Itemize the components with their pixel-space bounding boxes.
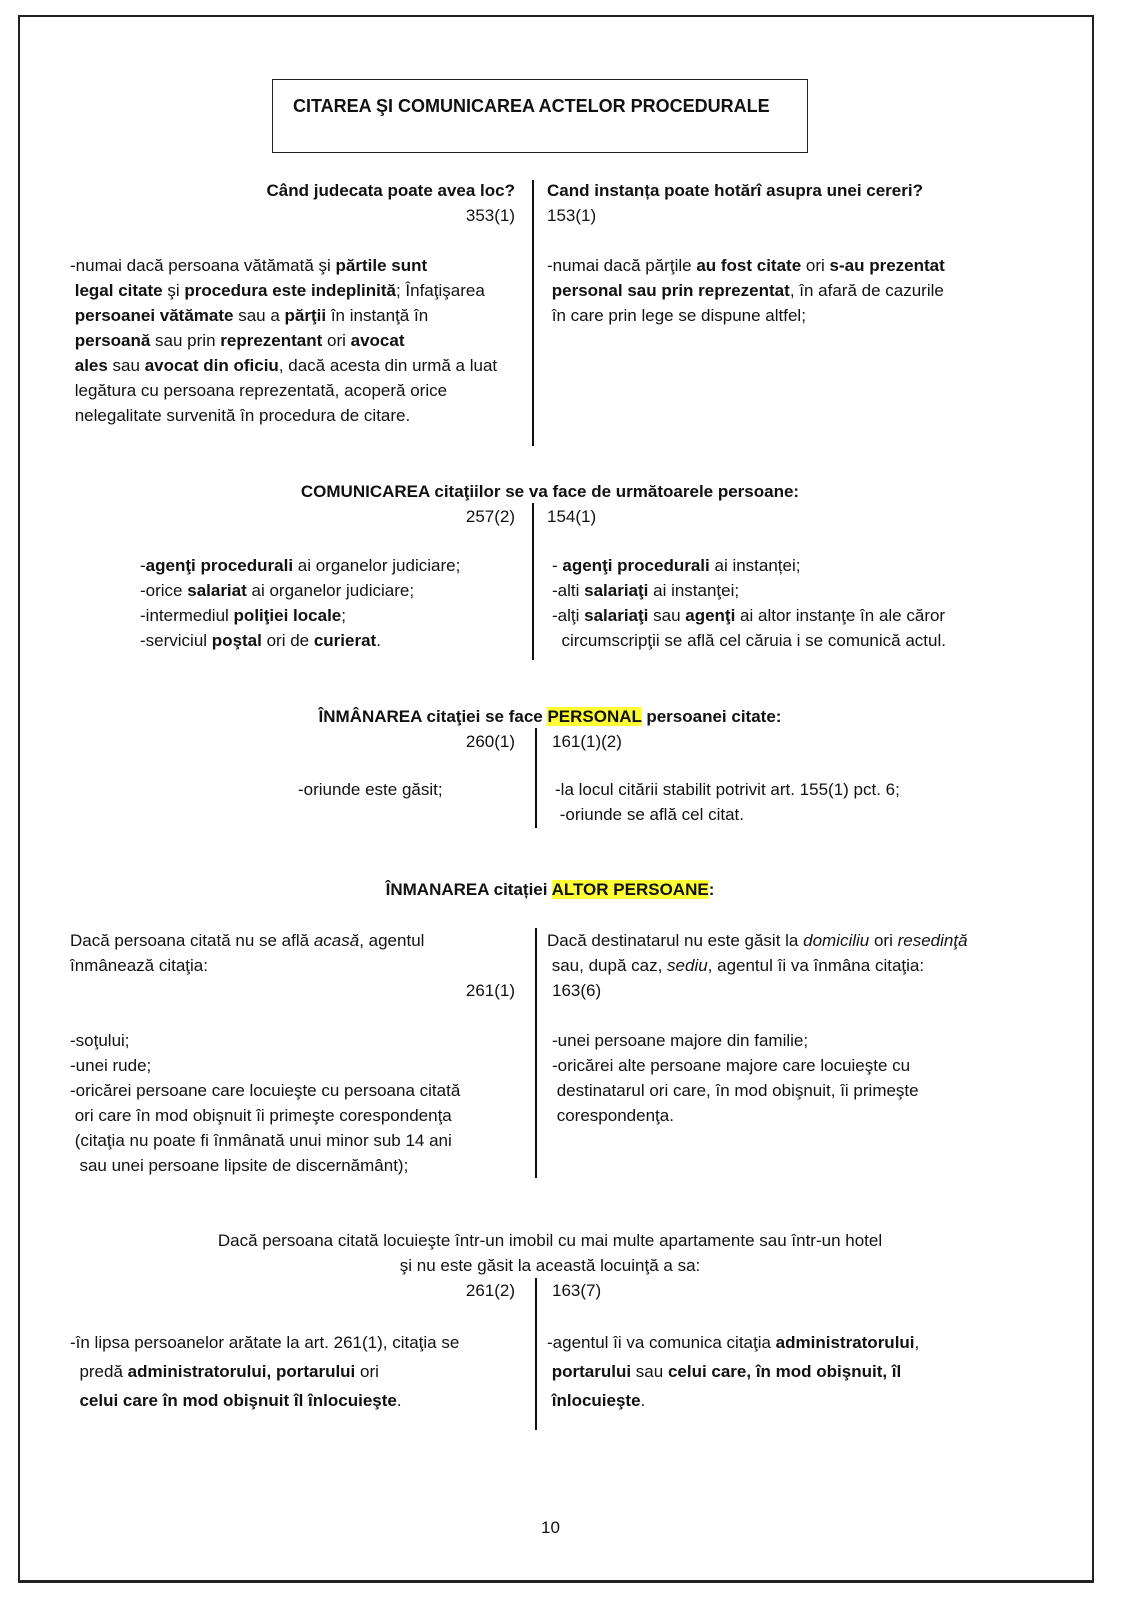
text-line: Dacă destinatarul nu este găsit la domiciliu ori resedinţă (547, 931, 968, 950)
text-line: -unei persoane majore din familie; (552, 1031, 809, 1050)
s4-divider (535, 928, 537, 1178)
s2-right-text (552, 553, 946, 653)
text-line: (citaţia nu poate fi înmânată unui minor sub 14 ani (70, 1131, 452, 1150)
s5-right-article: 163(7) (552, 1281, 602, 1300)
text-line: -serviciul poştal ori de curierat. (140, 631, 381, 650)
text-line: înlocuieşte. (551, 1391, 646, 1410)
s5-heading-line1: Dacă persoana citată locuieşte într-un imobil cu mai multe apartamente sau într-un hotel (217, 1231, 883, 1250)
page-number: 10 (541, 1518, 560, 1537)
title-box (272, 79, 808, 153)
text-line: ales sau avocat din oficiu, dacă acesta din urmă a luat (74, 356, 498, 375)
s5-left-article: 261(2) (465, 1281, 515, 1300)
s3-heading: ÎNMÂNAREA citaţiei se face PERSONAL persoanei citate: (318, 707, 782, 726)
s3-divider (535, 728, 537, 828)
text-line: -agentul îi va comunica citaţia administratorului, (547, 1333, 920, 1352)
text-line: destinatarul ori care, în mod obişnuit, îi primeşte (552, 1081, 919, 1100)
text-line: în care prin lege se dispune altfel; (547, 306, 806, 325)
text-line: -alti salariaţi ai instanţei; (552, 581, 740, 600)
s5-right-text (547, 1328, 919, 1415)
s4-right-text (552, 1028, 919, 1128)
text-line: -oricărei persoane care locuieşte cu persoana citată (70, 1081, 461, 1100)
s1-left-heading: Când judecata poate avea loc? (266, 181, 515, 200)
s2-left-text (140, 553, 460, 653)
text-line: ori care în mod obişnuit îi primeşte corespondenţa (70, 1106, 452, 1125)
text-line: sau, după caz, sediu, agentul îi va înmâna citaţia: (547, 956, 925, 975)
s4-right-intro (547, 928, 968, 978)
text-line: -oricărei alte persoane majore care locuieşte cu (552, 1056, 911, 1075)
text-line: -în lipsa persoanelor arătate la art. 261(1), citaţia se (70, 1333, 460, 1352)
s1-left-text (70, 253, 497, 428)
text-line: nelegalitate survenită în procedura de citare. (70, 406, 411, 425)
text-line: -oriunde se află cel citat. (555, 805, 744, 824)
text-line: legătura cu persoana reprezentată, acoperă orice (70, 381, 448, 400)
text-line: - agenţi procedurali ai instanței; (552, 556, 801, 575)
text-line: sau unei persoane lipsite de discernământ); (70, 1156, 409, 1175)
text-line: celui care în mod obişnuit îl înlocuieşte. (79, 1391, 402, 1410)
highlight-personal: PERSONAL (547, 707, 642, 726)
s4-right-article: 163(6) (552, 981, 602, 1000)
text-line: persoanei vătămate sau a părţii în instanţă în (74, 306, 429, 325)
text-line: portarului sau celui care, în mod obişnuit, îl (551, 1362, 902, 1381)
s2-right-article: 154(1) (547, 507, 597, 526)
s1-right-heading: Cand instanța poate hotărî asupra unei cereri? (547, 181, 923, 200)
s1-left-article: 353(1) (465, 206, 515, 225)
s4-left-intro (70, 928, 424, 978)
text-line: corespondenţa. (552, 1106, 674, 1125)
s1-right-text (547, 253, 945, 328)
text-line: -numai dacă părţile au fost citate ori s-au prezentat (547, 256, 945, 275)
s5-left-text (70, 1328, 459, 1415)
s1-right-article: 153(1) (547, 206, 597, 225)
text-line: -intermediul poliţiei locale; (140, 606, 346, 625)
text-line: personal sau prin reprezentat, în afară de cazurile (551, 281, 944, 300)
s3-left-article: 260(1) (465, 732, 515, 751)
text-line: predă administratorului, portarului ori (70, 1362, 379, 1381)
s5-divider (535, 1278, 537, 1430)
text-line: -alţi salariaţi sau agenţi ai altor instanţe în ale căror (552, 606, 946, 625)
text-line: -la locul citării stabilit potrivit art. 155(1) pct. 6; (555, 780, 900, 799)
page-title: CITAREA ŞI COMUNICAREA ACTELOR PROCEDURALE (293, 96, 770, 116)
text-line: -oriunde este găsit; (298, 780, 443, 799)
s2-heading: COMUNICAREA citaţiilor se va face de următoarele persoane: (300, 482, 800, 501)
s2-divider (532, 503, 534, 660)
text-line: -agenţi procedurali ai organelor judiciare; (140, 556, 461, 575)
text-line: persoană sau prin reprezentant ori avocat (74, 331, 405, 350)
s4-heading: ÎNMANAREA citației ALTOR PERSOANE: (385, 880, 715, 899)
text-line: Dacă persoana citată nu se află acasă, agentul (70, 931, 425, 950)
s3-right-article: 161(1)(2) (552, 732, 622, 751)
text-line: -orice salariat ai organelor judiciare; (140, 581, 415, 600)
text-line: -unei rude; (70, 1056, 152, 1075)
s4-left-text (70, 1028, 460, 1178)
s2-left-article: 257(2) (465, 507, 515, 526)
highlight-altor-persoane: ALTOR PERSOANE (551, 880, 709, 899)
text-line: -numai dacă persoana vătămată şi părtile sunt (70, 256, 428, 275)
s1-divider (532, 180, 534, 446)
text-line: legal citate şi procedura este indeplinită; Înfaţişarea (74, 281, 485, 300)
text-line: circumscripţii se află cel căruia i se comunică actul. (552, 631, 946, 650)
s4-left-article: 261(1) (465, 981, 515, 1000)
s3-right-text (555, 777, 900, 827)
s3-left-text (298, 777, 443, 802)
text-line: -soţului; (70, 1031, 130, 1050)
text-line: înmânează citaţia: (70, 956, 208, 975)
s5-heading-line2: şi nu este găsit la această locuinţă a sa: (399, 1256, 701, 1275)
